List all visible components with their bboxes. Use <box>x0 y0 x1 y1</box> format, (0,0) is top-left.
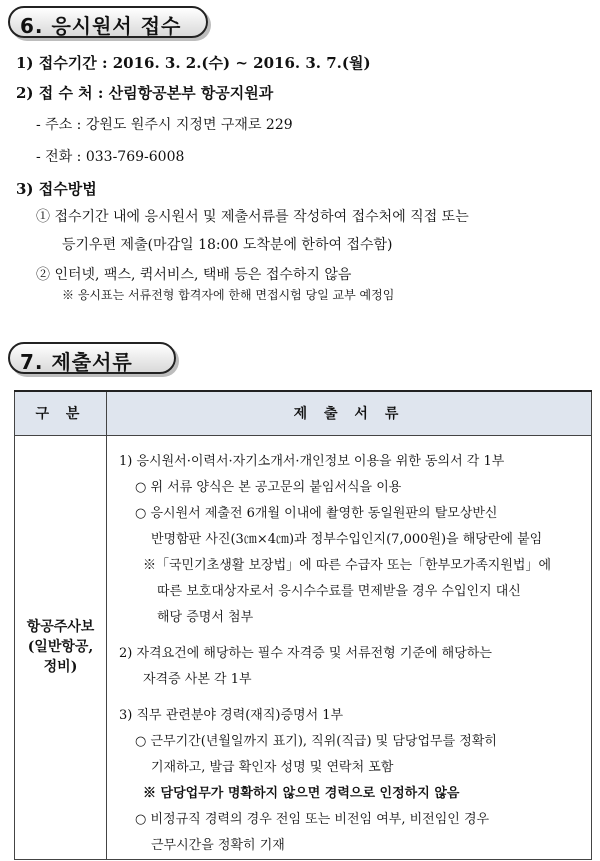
section-6-heading <box>8 6 208 38</box>
category-line: 정비) <box>43 659 78 675</box>
doc-line: 기재하고, 발급 확인자 성명 및 연락처 포함 <box>151 759 394 775</box>
section-7-title: 7. 제출서류 <box>20 350 133 374</box>
doc-line: 반명함판 사진(3㎝×4㎝)과 정부수입인지(7,000원)을 해당란에 붙임 <box>151 531 543 547</box>
application-period: 1) 접수기간 : 2016. 3. 2.(수) ~ 2016. 3. 7.(월) <box>16 54 371 72</box>
required-documents-table <box>14 390 592 860</box>
admission-ticket-note: ※ 응시표는 서류전형 합격자에 한해 면접시험 당일 교부 예정임 <box>62 288 395 302</box>
method-1-line-2: 등기우편 제출(마감일 18:00 도착분에 한하여 접수함) <box>62 237 393 253</box>
table-header-row <box>15 391 592 435</box>
office-phone: - 전화 : 033-769-6008 <box>36 149 185 165</box>
doc-line: ※「국민기초생활 보장법」에 따른 수급자 또는「한부모가족지원법」에 <box>143 557 552 573</box>
doc-line: ○ 비정규직 경력의 경우 전임 또는 비전임 여부, 비전임인 경우 <box>135 811 490 827</box>
doc-line: 자격증 사본 각 1부 <box>143 671 252 687</box>
doc-line: 따른 보호대상자로서 응시수수료를 면제받을 경우 수입인지 대신 <box>157 583 521 599</box>
doc-line: 3) 직무 관련분야 경력(재직)증명서 1부 <box>119 707 344 723</box>
header-documents: 제 출 서 류 <box>107 391 592 435</box>
method-2: ② 인터넷, 팩스, 퀵서비스, 택배 등은 접수하지 않음 <box>36 267 352 283</box>
doc-line: ○ 근무기간(년월일까지 표기), 직위(직급) 및 담당업무를 정확히 <box>135 733 497 749</box>
header-category: 구 분 <box>15 391 107 435</box>
documents-cell <box>107 435 592 859</box>
doc-line-emphasis: ※ 담당업무가 명확하지 않으면 경력으로 인정하지 않음 <box>143 785 460 801</box>
doc-line: ○ 위 서류 양식은 본 공고문의 붙임서식을 이용 <box>135 479 402 495</box>
office-address: - 주소 : 강원도 원주시 지정면 구재로 229 <box>36 117 293 133</box>
method-1-line-1: ① 접수기간 내에 응시원서 및 제출서류를 작성하여 접수처에 직접 또는 <box>36 209 469 225</box>
table-row <box>15 435 592 859</box>
application-method-heading: 3) 접수방법 <box>16 180 97 198</box>
category-line: (일반항공, <box>27 639 94 655</box>
section-7-heading <box>8 342 176 374</box>
category-cell <box>15 435 107 859</box>
doc-line: 해당 증명서 첨부 <box>157 609 254 625</box>
doc-line: 1) 응시원서·이력서·자기소개서·개인정보 이용을 위한 동의서 각 1부 <box>119 453 505 469</box>
application-office: 2) 접 수 처 : 산림항공본부 항공지원과 <box>16 84 274 102</box>
section-6-title: 6. 응시원서 접수 <box>20 14 182 38</box>
doc-line: 2) 자격요건에 해당하는 필수 자격증 및 서류전형 기준에 해당하는 <box>119 645 492 661</box>
doc-line: ○ 응시원서 제출전 6개월 이내에 촬영한 동일원판의 탈모상반신 <box>135 505 498 521</box>
category-line: 항공주사보 <box>26 619 95 635</box>
doc-line: 근무시간을 정확히 기재 <box>151 837 285 853</box>
